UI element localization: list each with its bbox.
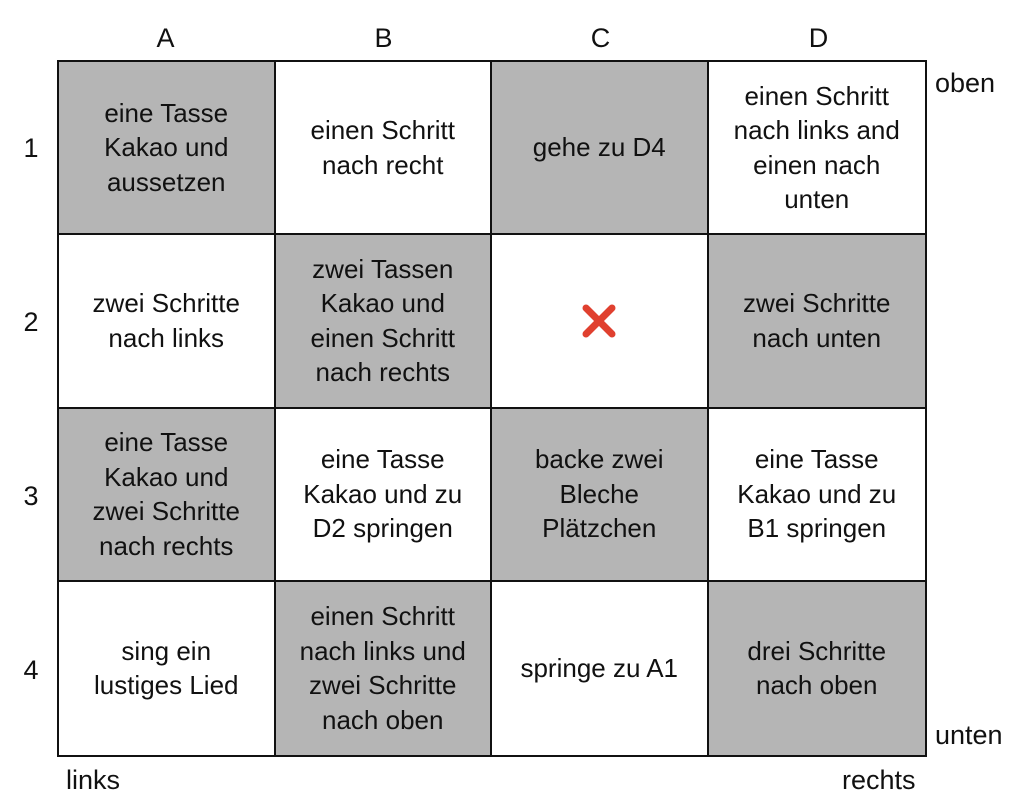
cell-b1 — [276, 62, 493, 235]
cell-a4 — [59, 582, 276, 755]
cell-b3-text: eine Tasse Kakao und zu D2 springen — [303, 444, 463, 544]
cell-a3-text: eine Tasse Kakao und zwei Schritte nach rechts — [92, 427, 240, 561]
cell-d4 — [709, 582, 926, 755]
row-header-3: 3 — [23, 481, 39, 511]
direction-label-links: links — [66, 765, 121, 795]
cell-d1 — [709, 62, 926, 235]
cell-c4 — [492, 582, 709, 755]
cell-c4-text: springe zu A1 — [520, 653, 679, 684]
row-header-2: 2 — [23, 307, 39, 337]
cell-a2-text: zwei Schritte nach links — [92, 288, 240, 353]
cell-a4-text: sing ein lustiges Lied — [93, 635, 239, 701]
cell-c1-text: gehe zu D4 — [532, 132, 666, 163]
direction-label-oben: oben — [935, 68, 996, 98]
cell-a1 — [59, 62, 276, 235]
cell-a2 — [59, 235, 276, 408]
cell-d4-text: drei Schritte nach oben — [747, 635, 887, 701]
cell-c1 — [492, 62, 709, 235]
cell-c3 — [492, 409, 709, 582]
cell-c3-text: backe zwei Bleche Plätzchen — [534, 444, 664, 544]
board-grid — [57, 60, 927, 757]
cell-d3 — [709, 409, 926, 582]
cell-d1-text: einen Schritt nach links and einen nach unten — [733, 80, 900, 215]
cell-b4-text: einen Schritt nach links und zwei Schritte nach oben — [299, 601, 466, 735]
column-header-d: D — [808, 23, 829, 53]
cell-d2 — [709, 235, 926, 408]
cell-a3 — [59, 409, 276, 582]
column-header-a: A — [156, 23, 175, 53]
x-mark-icon — [580, 302, 618, 340]
cell-b4 — [276, 582, 493, 755]
column-header-b: B — [374, 23, 393, 53]
row-header-1: 1 — [23, 133, 39, 163]
cell-d3-text: eine Tasse Kakao und zu B1 springen — [737, 444, 897, 544]
column-header-c: C — [590, 23, 611, 53]
cell-b3 — [276, 409, 493, 582]
cell-a1-text: eine Tasse Kakao und aussetzen — [104, 97, 229, 197]
row-header-4: 4 — [23, 655, 39, 685]
direction-label-rechts: rechts — [842, 765, 916, 795]
cell-c2 — [492, 235, 709, 408]
cell-b2 — [276, 235, 493, 408]
cell-b2-text: zwei Tassen Kakao und einen Schritt nach rechts — [310, 253, 456, 388]
cell-d2-text: zwei Schritte nach unten — [743, 288, 891, 353]
direction-label-unten: unten — [935, 720, 1003, 750]
cell-b1-text: einen Schritt nach recht — [310, 115, 456, 180]
